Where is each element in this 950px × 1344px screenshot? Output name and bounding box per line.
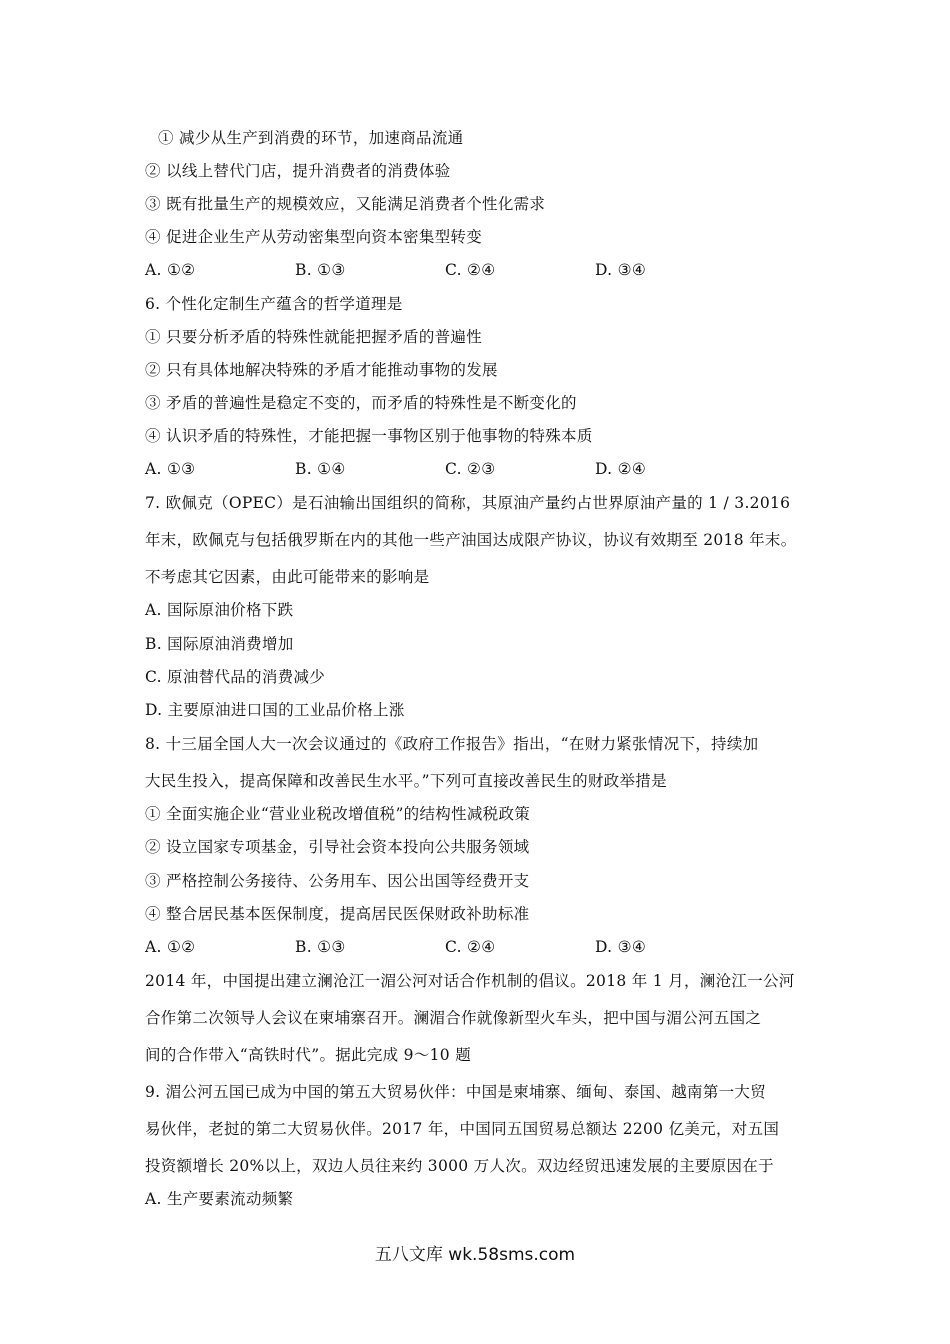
q6-option-3: ③ 矛盾的普遍性是稳定不变的，而矛盾的特殊性是不断变化的 [145, 394, 577, 412]
q8-option-4: ④ 整合居民基本医保制度，提高居民医保财政补助标准 [145, 905, 530, 923]
passage-line-1: 2014 年，中国提出建立澜沧江一湄公河对话合作机制的倡议。2018 年 1 月，澜沧江一公河 [145, 972, 795, 990]
q8-stem-line-1: 8. 十三届全国人大一次会议通过的《政府工作报告》指出，“在财力紧张情况下，持续加 [145, 735, 759, 753]
choice-b: B. ①③ [295, 261, 346, 279]
choice-c: C. ②④ [445, 938, 496, 956]
q7-option-c: C. 原油替代品的消费减少 [145, 668, 326, 686]
choice-c: C. ②④ [445, 261, 496, 279]
q7-stem-line-2: 年末，欧佩克与包括俄罗斯在内的其他一些产油国达成限产协议，协议有效期至 2018 年末。 [145, 531, 797, 549]
q7-stem-line-3: 不考虑其它因素，由此可能带来的影响是 [145, 568, 430, 586]
q8-option-2: ② 设立国家专项基金，引导社会资本投向公共服务领域 [145, 838, 530, 856]
q9-stem-line-2: 易伙伴，老挝的第二大贸易伙伴。2017 年，中国同五国贸易总额达 2200 亿美元，对五国 [145, 1120, 780, 1138]
q7-stem-line-1: 7. 欧佩克（OPEC）是石油输出国组织的简称，其原油产量约占世界原油产量的 1 / 3.2016 [145, 494, 791, 512]
q8-option-3: ③ 严格控制公务接待、公务用车、因公出国等经费开支 [145, 872, 530, 890]
choice-d: D. ③④ [595, 261, 647, 279]
q5-option-2: ② 以线上替代门店，提升消费者的消费体验 [145, 162, 451, 180]
q6-option-4: ④ 认识矛盾的特殊性，才能把握一事物区别于他事物的特殊本质 [145, 427, 593, 445]
q5-option-4: ④ 促进企业生产从劳动密集型向资本密集型转变 [145, 228, 483, 246]
q6-stem: 6. 个性化定制生产蕴含的哲学道理是 [145, 295, 403, 313]
q8-stem-line-2: 大民生投入，提高保障和改善民生水平。”下列可直接改善民生的财政举措是 [145, 772, 667, 790]
choice-d: D. ③④ [595, 938, 647, 956]
q7-option-b: B. 国际原油消费增加 [145, 635, 294, 653]
passage-line-3: 间的合作带入“高铁时代”。据此完成 9～10 题 [145, 1046, 471, 1064]
q9-stem-line-1: 9. 湄公河五国已成为中国的第五大贸易伙伴：中国是柬埔寨、缅甸、泰国、越南第一大贸 [145, 1083, 767, 1101]
choice-b: B. ①③ [295, 938, 346, 956]
q6-option-1: ① 只要分析矛盾的特殊性就能把握矛盾的普遍性 [145, 328, 483, 346]
q5-option-1: ① 减少从生产到消费的环节，加速商品流通 [158, 129, 464, 147]
q9-stem-line-3: 投资额增长 20%以上，双边人员往来约 3000 万人次。双边经贸迅速发展的主要原因在于 [145, 1157, 774, 1175]
choice-a: A. ①③ [145, 460, 196, 478]
q5-option-3: ③ 既有批量生产的规模效应，又能满足消费者个性化需求 [145, 195, 546, 213]
choice-d: D. ②④ [595, 460, 647, 478]
q7-option-d: D. 主要原油进口国的工业品价格上涨 [145, 701, 405, 719]
q9-option-a: A. 生产要素流动频繁 [145, 1190, 294, 1208]
choice-a: A. ①② [145, 261, 196, 279]
passage-line-2: 合作第二次领导人会议在柬埔寨召开。澜湄合作就像新型火车头，把中国与湄公河五国之 [145, 1009, 762, 1027]
choice-c: C. ②③ [445, 460, 496, 478]
q7-option-a: A. 国际原油价格下跌 [145, 601, 294, 619]
choice-b: B. ①④ [295, 460, 346, 478]
q6-option-2: ② 只有具体地解决特殊的矛盾才能推动事物的发展 [145, 361, 498, 379]
q8-option-1: ① 全面实施企业“营业业税改增值税”的结构性减税政策 [145, 805, 531, 823]
choice-a: A. ①② [145, 938, 196, 956]
site-watermark-footer: 五八文库 wk.58sms.com [374, 1245, 576, 1265]
